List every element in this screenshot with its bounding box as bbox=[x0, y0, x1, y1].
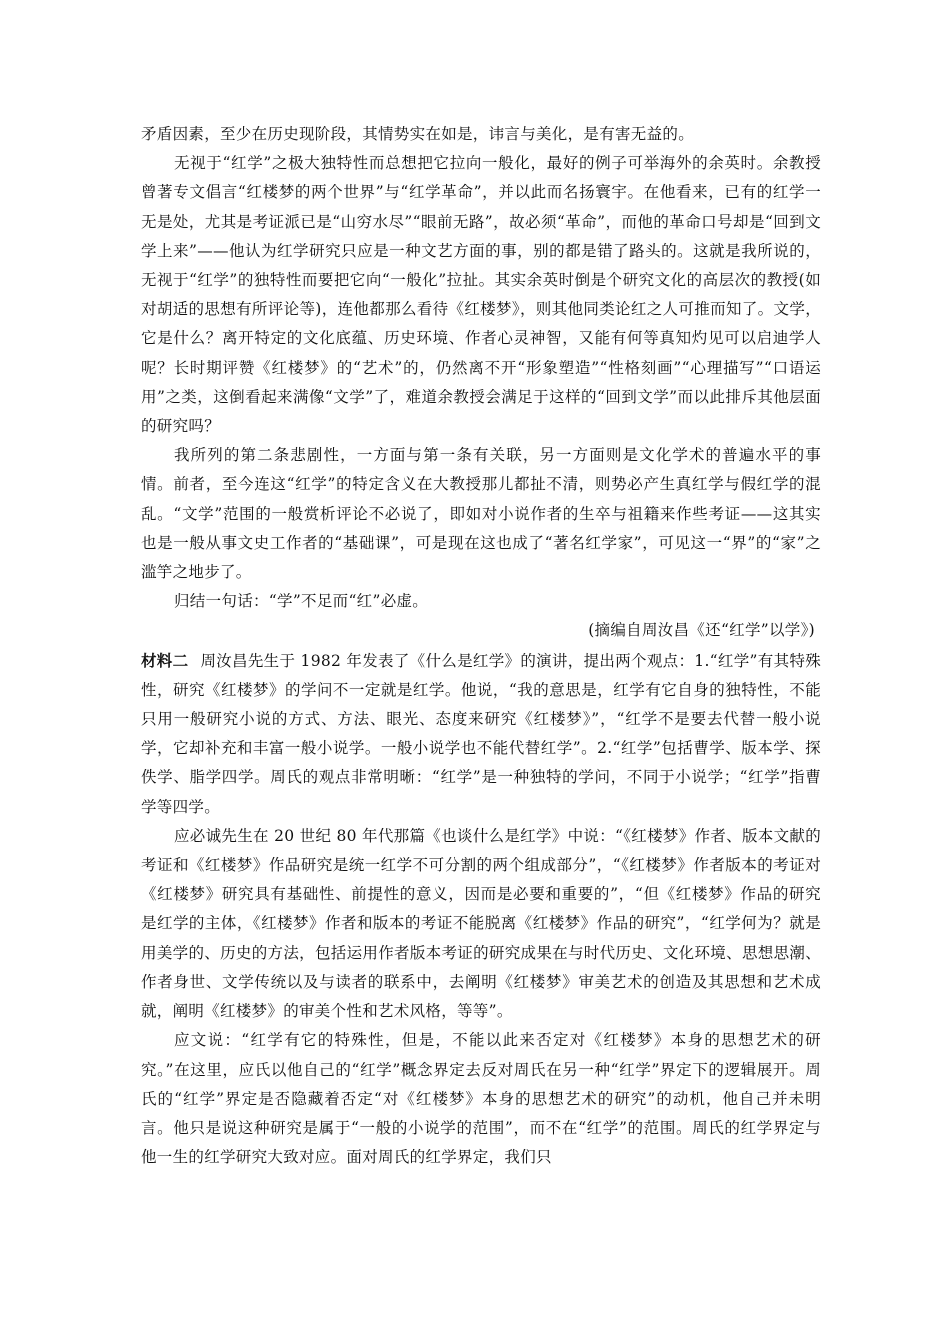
material1-paragraph-second-tragedy: 我所列的第二条悲剧性，一方面与第一条有关联，另一方面则是文化学术的普遍水平的事情。前者，至今连这“红学”的特定含义在大教授那儿都扯不清，则势必产生真红学与假红学的混乱。“文学”范围的一般赏析评论不必说了，即如对小说作者的生卒与祖籍来作些考证——这其实也是一般从事文史工作者的“基础课”，可是现在这也成了“著名红学家”，可见这一“界”的“家”之滥竽之地步了。 bbox=[141, 446, 821, 582]
material1-paragraph-yu-yingshi: 无视于“红学”之极大独特性而总想把它拉向一般化，最好的例子可举海外的余英时。余教授曾著专文倡言“红楼梦的两个世界”与“红学革命”，并以此而名扬寰宇。在他看来，已有的红学一无是处，尤其是考证派已是“山穷水尽”“眼前无路”，故必须“革命”，而他的革命口号却是“回到文学上来”——他认为红学研究只应是一种文艺方面的事，别的都是错了路头的。这就是我所说的，无视于“红学”的独特性而要把它向“一般化”拉扯。其实余英时倒是个研究文化的高层次的教授(如对胡适的思想有所评论等)，连他都那么看待《红楼梦》，则其他同类论红之人可推而知了。文学，它是什么？离开特定的文化底蕴、历史环境、作者心灵神智，又能有何等真知灼见可以启迪学人呢？长时期评赞《红楼梦》的“艺术”的，仍然离不开“形象塑造”“性格刻画”“心理描写”“口语运用”之类，这倒看起来满像“文学”了，难道余教授会满足于这样的“回到文学”而以此排斥其他层面的研究吗？ bbox=[141, 154, 821, 436]
material1-citation: (摘编自周汝昌《还“红学”以学》) bbox=[588, 621, 815, 640]
material1-paragraph-conclusion: 归结一句话：“学”不足而“红”必虚。 bbox=[174, 592, 429, 611]
material2-paragraph-ying-view: 应文说：“红学有它的特殊性，但是，不能以此来否定对《红楼梦》本身的思想艺术的研究。”在这里，应氏以他自己的“红学”概念界定去反对周氏在另一种“红学”界定下的逻辑展开。周氏的“红学”界定是否隐藏着否定“对《红楼梦》本身的思想艺术的研究”的动机，他自己并未明言。他只是说这种研究是属于“一般的小说学的范围”，而不在“红学”的范围。周氏的红学界定与他一生的红学研究大致对应。面对周氏的红学界定，我们只 bbox=[141, 1031, 821, 1167]
document-page bbox=[141, 120, 821, 1172]
material2-paragraph-1-text: 周汝昌先生于 1982 年发表了《什么是红学》的演讲，提出两个观点：1.“红学”有其特殊性，研究《红楼梦》的学问不一定就是红学。他说，“我的意思是，红学有它自身的独特性，不能只用一般研究小说的方式、方法、眼光、态度来研究《红楼梦》”，“红学不是要去代替一般小说学，它却补充和丰富一般小说学。一般小说学也不能代替红学”。2.“红学”包括曹学、版本学、探佚学、脂学四学。周氏的观点非常明晰：“红学”是一种独特的学问，不同于小说学；“红学”指曹学等四学。 bbox=[141, 651, 821, 816]
material2-paragraph-ying-bicheng: 应必诚先生在 20 世纪 80 年代那篇《也谈什么是红学》中说：“《红楼梦》作者、版本文献的考证和《红楼梦》作品研究是统一红学不可分割的两个组成部分”，“《红楼梦》作者版本的考证对《红楼梦》研究具有基础性、前提性的意义，因而是必要和重要的”，“但《红楼梦》作品的研究是红学的主体，《红楼梦》作者和版本的考证不能脱离《红楼梦》作品的研究”，“红学何为？就是用美学的、历史的方法，包括运用作者版本考证的研究成果在与时代历史、文化环境、思想思潮、作者身世、文学传统以及与读者的联系中，去阐明《红楼梦》审美艺术的创造及其思想和艺术成就，阐明《红楼梦》的审美个性和艺术风格，等等”。 bbox=[141, 826, 821, 1021]
material2-paragraph-zhou-ruchang bbox=[141, 646, 821, 822]
material1-paragraph-continued: 矛盾因素，至少在历史现阶段，其情势实在如是，讳言与美化，是有害无益的。 bbox=[141, 125, 695, 143]
material2-label: 材料二 bbox=[141, 650, 189, 670]
